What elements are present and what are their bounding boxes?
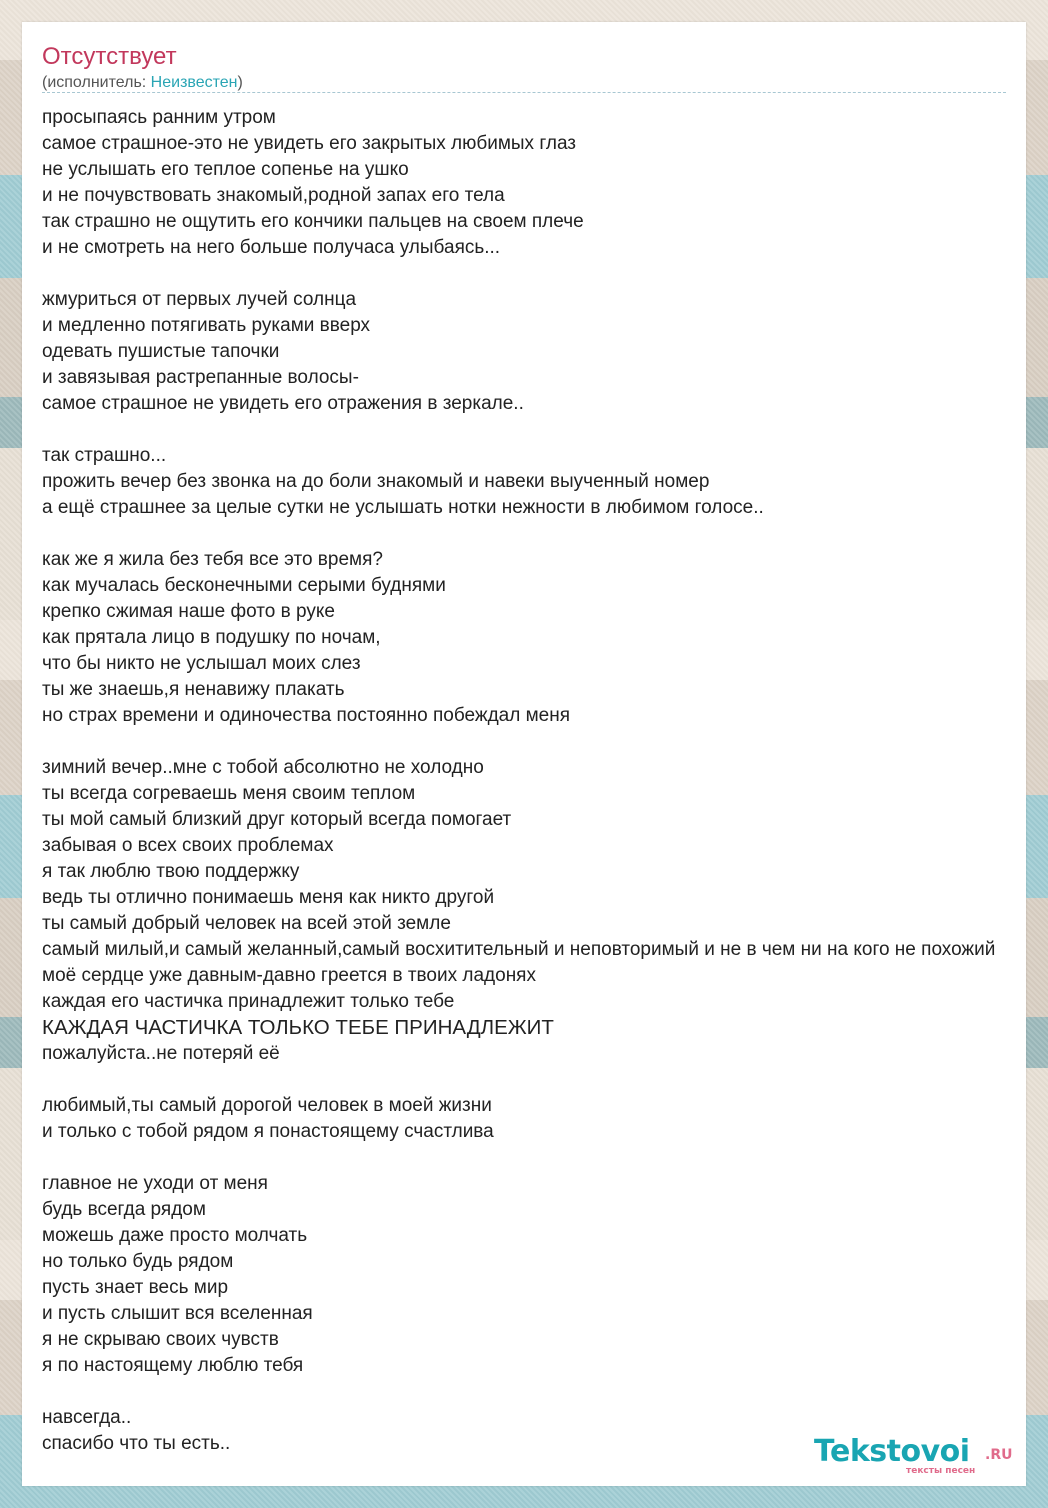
logo-tagline: тексты песен <box>906 1466 976 1476</box>
lyric-line: КАЖДАЯ ЧАСТИЧКА ТОЛЬКО ТЕБЕ ПРИНАДЛЕЖИТ <box>42 1016 554 1039</box>
lyric-line: и пусть слышит вся вселенная <box>42 1303 313 1324</box>
lyric-line: как же я жила без тебя все это время? <box>42 549 383 570</box>
stanza-break <box>42 1145 995 1171</box>
lyric-line: ведь ты отлично понимаешь меня как никто другой <box>42 887 495 908</box>
logo-tld: .RU <box>985 1447 1013 1463</box>
lyrics-sheet <box>22 22 1026 1486</box>
lyric-line: будь всегда рядом <box>42 1199 206 1220</box>
tekstovoi-logo[interactable] <box>814 1435 1018 1479</box>
lyric-line: пусть знает весь мир <box>42 1277 229 1298</box>
lyric-line: и медленно потягивать руками вверх <box>42 315 371 336</box>
stanza-break <box>42 521 995 547</box>
lyric-line: и только с тобой рядом я понастоящему счастлива <box>42 1121 494 1142</box>
lyric-line: каждая его частичка принадлежит только тебе <box>42 991 455 1012</box>
lyric-line: что бы никто не услышал моих слез <box>42 653 361 674</box>
lyric-line: самый милый,и самый желанный,самый восхитительный и неповторимый и не в чем ни на кого не похожий <box>42 939 996 960</box>
artist-suffix: ) <box>237 74 243 91</box>
lyrics-body <box>42 105 995 1457</box>
lyric-line: и не смотреть на него больше получаса улыбаясь... <box>42 237 501 258</box>
lyric-line: я не скрываю своих чувств <box>42 1329 279 1350</box>
lyric-line: ты мой самый близкий друг который всегда помогает <box>42 809 512 830</box>
lyric-line: жмуриться от первых лучей солнца <box>42 289 357 310</box>
lyric-line: так страшно... <box>42 445 167 466</box>
stanza-break <box>42 1067 995 1093</box>
lyric-line: но страх времени и одиночества постоянно побеждал меня <box>42 705 571 726</box>
lyric-line: и завязывая растрепанные волосы- <box>42 367 359 388</box>
lyric-line: ты же знаешь,я ненавижу плакать <box>42 679 345 700</box>
lyric-line: моё сердце уже давным-давно греется в твоих ладонях <box>42 965 536 986</box>
lyric-line: зимний вечер..мне с тобой абсолютно не холодно <box>42 757 484 778</box>
lyric-line: как прятала лицо в подушку по ночам, <box>42 627 381 648</box>
lyric-line: так страшно не ощутить его кончики пальцев на своем плече <box>42 211 584 232</box>
lyric-line: крепко сжимая наше фото в руке <box>42 601 335 622</box>
lyric-line: можешь даже просто молчать <box>42 1225 308 1246</box>
lyric-line: ты всегда согреваешь меня своим теплом <box>42 783 416 804</box>
lyric-line: навсегда.. <box>42 1407 132 1428</box>
artist-prefix: (исполнитель: <box>42 74 151 91</box>
lyric-line: не услышать его теплое сопенье на ушко <box>42 159 409 180</box>
lyric-line: но только будь рядом <box>42 1251 234 1272</box>
lyric-line: я так люблю твою поддержку <box>42 861 300 882</box>
lyric-line: просыпаясь ранним утром <box>42 107 276 128</box>
artist-link[interactable]: Неизвестен <box>150 74 238 91</box>
stanza-break <box>42 261 995 287</box>
lyric-line: спасибо что ты есть.. <box>42 1433 231 1454</box>
lyric-line: я по настоящему люблю тебя <box>42 1355 304 1376</box>
lyric-line: а ещё страшнее за целые сутки не услышать нотки нежности в любимом голосе.. <box>42 497 764 518</box>
logo-wordmark: Tekstovoi <box>814 1434 970 1469</box>
lyric-line: любимый,ты самый дорогой человек в моей жизни <box>42 1095 492 1116</box>
lyric-line: главное не уходи от меня <box>42 1173 268 1194</box>
lyric-line: самое страшное-это не увидеть его закрытых любимых глаз <box>42 133 577 154</box>
artist-line <box>42 73 243 93</box>
lyric-line: и не почувствовать знакомый,родной запах его тела <box>42 185 505 206</box>
lyric-line: самое страшное не увидеть его отражения в зеркале.. <box>42 393 524 414</box>
lyric-line: забывая о всех своих проблемах <box>42 835 334 856</box>
lyric-line: прожить вечер без звонка на до боли знакомый и навеки выученный номер <box>42 471 710 492</box>
stanza-break <box>42 417 995 443</box>
song-title: Отсутствует <box>42 43 177 70</box>
title-divider <box>42 92 1006 93</box>
lyric-line: как мучалась бесконечными серыми буднями <box>42 575 446 596</box>
lyric-line: одевать пушистые тапочки <box>42 341 280 362</box>
lyric-line: ты самый добрый человек на всей этой земле <box>42 913 451 934</box>
stanza-break <box>42 729 995 755</box>
stanza-break <box>42 1379 995 1405</box>
lyric-line: пожалуйста..не потеряй её <box>42 1043 280 1064</box>
